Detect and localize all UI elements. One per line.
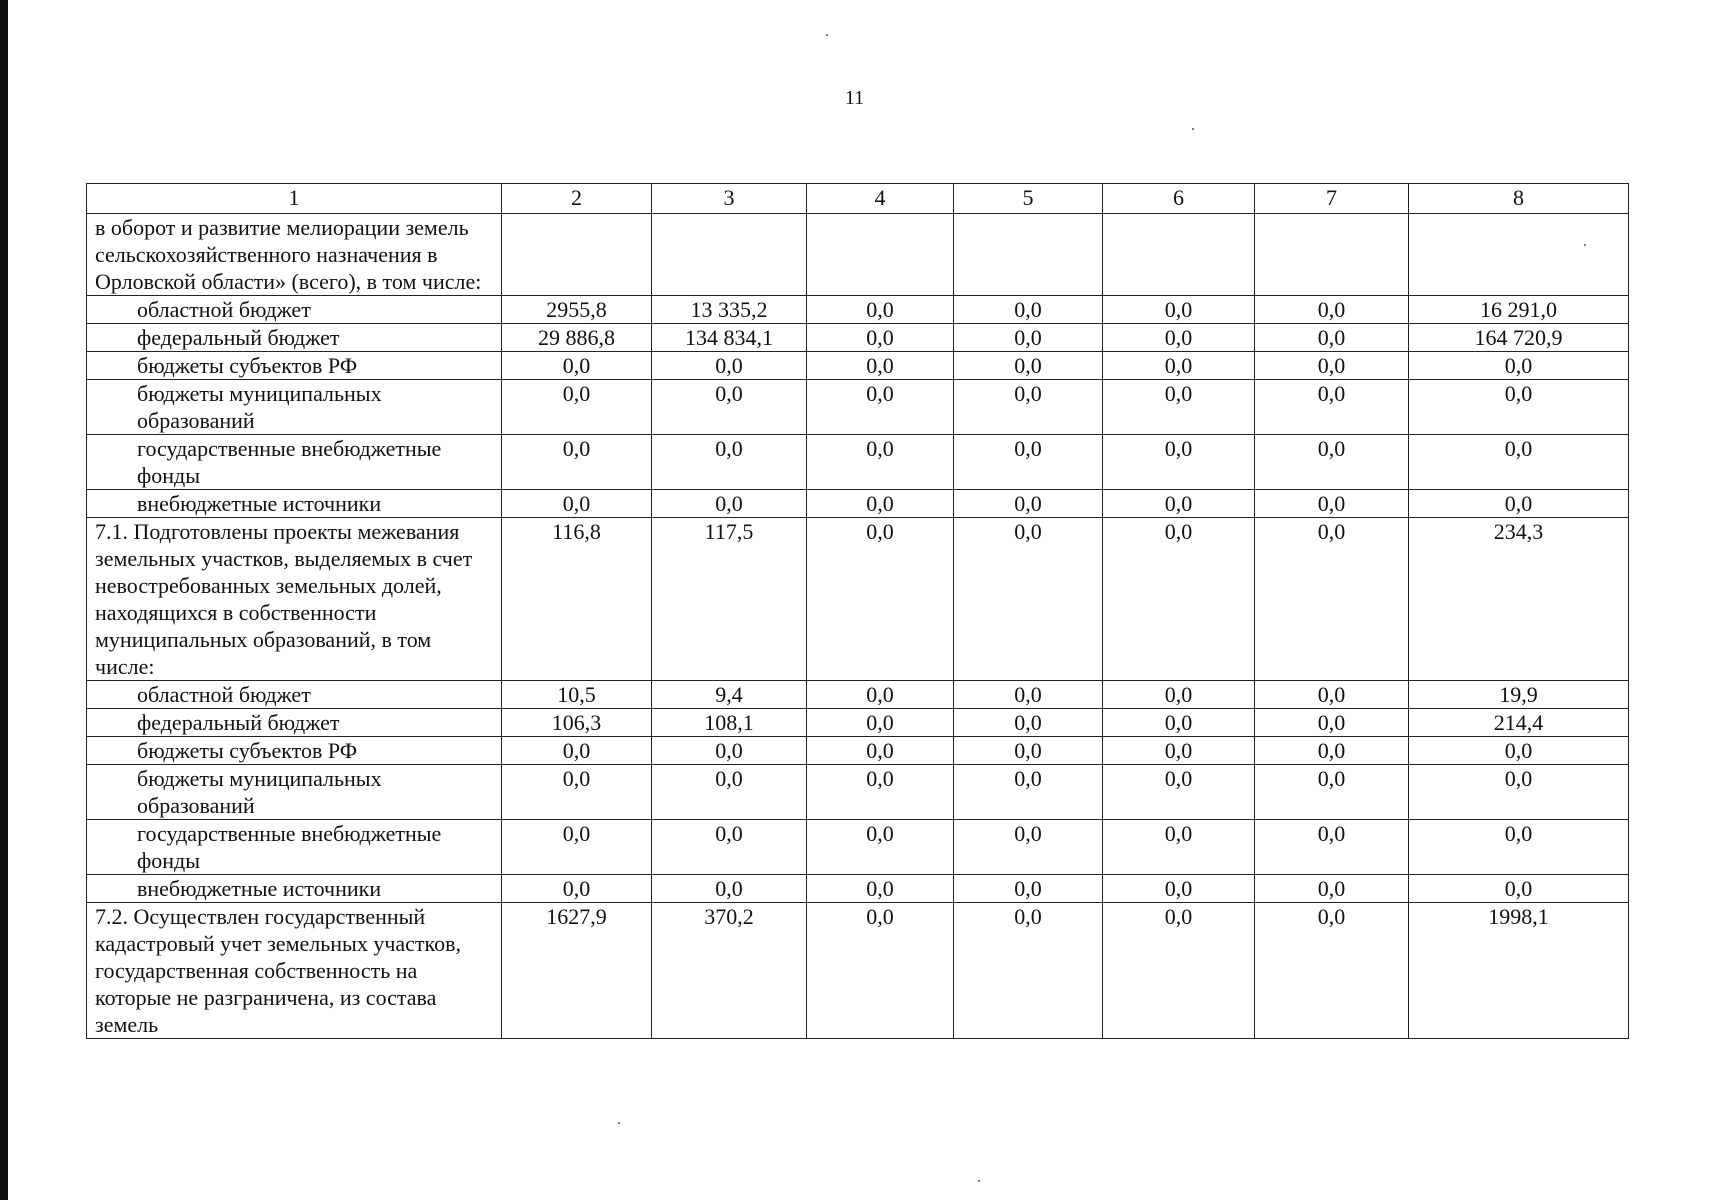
value-cell: 0,0 bbox=[807, 435, 954, 490]
row-label: федеральный бюджет bbox=[87, 324, 502, 352]
scan-speck bbox=[618, 1122, 620, 1124]
value-cell: 0,0 bbox=[954, 518, 1103, 681]
value-cell: 0,0 bbox=[1409, 820, 1629, 875]
value-cell: 0,0 bbox=[954, 681, 1103, 709]
row-label: в оборот и развитие мелиорации земель сельскохозяйственного назначения в Орловской области» (всего), в том числе: bbox=[87, 214, 502, 296]
table-row bbox=[87, 875, 1629, 903]
table-row bbox=[87, 324, 1629, 352]
value-cell: 0,0 bbox=[1409, 380, 1629, 435]
value-cell: 0,0 bbox=[1255, 380, 1409, 435]
value-cell: 19,9 bbox=[1409, 681, 1629, 709]
value-cell: 0,0 bbox=[807, 737, 954, 765]
table-row bbox=[87, 709, 1629, 737]
value-cell: 0,0 bbox=[1255, 820, 1409, 875]
value-cell: 0,0 bbox=[502, 435, 652, 490]
table-row bbox=[87, 518, 1629, 681]
row-label: внебюджетные источники bbox=[87, 875, 502, 903]
row-label: бюджеты муниципальных образований bbox=[87, 765, 502, 820]
value-cell: 29 886,8 bbox=[502, 324, 652, 352]
value-cell bbox=[954, 214, 1103, 296]
value-cell: 0,0 bbox=[652, 765, 807, 820]
value-cell: 0,0 bbox=[1409, 352, 1629, 380]
value-cell: 0,0 bbox=[1255, 737, 1409, 765]
value-cell: 0,0 bbox=[1103, 765, 1255, 820]
value-cell: 108,1 bbox=[652, 709, 807, 737]
value-cell: 0,0 bbox=[1103, 490, 1255, 518]
value-cell: 0,0 bbox=[954, 296, 1103, 324]
value-cell: 0,0 bbox=[1103, 820, 1255, 875]
value-cell: 16 291,0 bbox=[1409, 296, 1629, 324]
value-cell: 1998,1 bbox=[1409, 903, 1629, 1039]
value-cell bbox=[1255, 214, 1409, 296]
column-header: 4 bbox=[807, 184, 954, 214]
value-cell: 0,0 bbox=[807, 709, 954, 737]
value-cell bbox=[502, 214, 652, 296]
value-cell: 0,0 bbox=[502, 737, 652, 765]
value-cell: 0,0 bbox=[807, 681, 954, 709]
value-cell: 0,0 bbox=[1103, 737, 1255, 765]
table-body bbox=[87, 214, 1629, 1039]
table-row bbox=[87, 820, 1629, 875]
value-cell: 0,0 bbox=[807, 490, 954, 518]
row-label: областной бюджет bbox=[87, 296, 502, 324]
value-cell: 0,0 bbox=[502, 875, 652, 903]
row-label: бюджеты субъектов РФ bbox=[87, 352, 502, 380]
row-label: государственные внебюджетные фонды bbox=[87, 435, 502, 490]
value-cell: 0,0 bbox=[1255, 352, 1409, 380]
value-cell: 0,0 bbox=[652, 490, 807, 518]
row-label: федеральный бюджет bbox=[87, 709, 502, 737]
value-cell: 0,0 bbox=[807, 352, 954, 380]
value-cell: 0,0 bbox=[1103, 875, 1255, 903]
value-cell: 0,0 bbox=[502, 380, 652, 435]
value-cell: 214,4 bbox=[1409, 709, 1629, 737]
value-cell: 0,0 bbox=[807, 875, 954, 903]
value-cell: 9,4 bbox=[652, 681, 807, 709]
table-row bbox=[87, 296, 1629, 324]
value-cell: 370,2 bbox=[652, 903, 807, 1039]
value-cell: 164 720,9 bbox=[1409, 324, 1629, 352]
value-cell: 0,0 bbox=[954, 324, 1103, 352]
value-cell bbox=[652, 214, 807, 296]
value-cell: 0,0 bbox=[1409, 737, 1629, 765]
table-row bbox=[87, 737, 1629, 765]
value-cell: 0,0 bbox=[652, 380, 807, 435]
value-cell: 0,0 bbox=[1103, 352, 1255, 380]
row-label: внебюджетные источники bbox=[87, 490, 502, 518]
page-number: 11 bbox=[844, 87, 865, 109]
scan-speck bbox=[978, 1180, 980, 1182]
value-cell: 0,0 bbox=[954, 820, 1103, 875]
scan-speck bbox=[1584, 244, 1586, 246]
value-cell: 0,0 bbox=[1409, 765, 1629, 820]
value-cell: 13 335,2 bbox=[652, 296, 807, 324]
value-cell: 0,0 bbox=[954, 765, 1103, 820]
column-header: 3 bbox=[652, 184, 807, 214]
value-cell: 0,0 bbox=[1103, 324, 1255, 352]
value-cell: 0,0 bbox=[954, 737, 1103, 765]
value-cell: 10,5 bbox=[502, 681, 652, 709]
row-label: 7.2. Осуществлен государственный кадастровый учет земельных участков, государственная собственность на которые не разграничена, из состава земель bbox=[87, 903, 502, 1039]
value-cell: 0,0 bbox=[502, 490, 652, 518]
value-cell: 0,0 bbox=[1103, 709, 1255, 737]
header-row bbox=[87, 184, 1629, 214]
value-cell: 0,0 bbox=[807, 296, 954, 324]
value-cell: 0,0 bbox=[954, 709, 1103, 737]
value-cell: 0,0 bbox=[954, 380, 1103, 435]
column-header: 6 bbox=[1103, 184, 1255, 214]
value-cell: 0,0 bbox=[807, 380, 954, 435]
value-cell bbox=[807, 214, 954, 296]
value-cell: 0,0 bbox=[652, 435, 807, 490]
value-cell bbox=[1103, 214, 1255, 296]
row-label: бюджеты муниципальных образований bbox=[87, 380, 502, 435]
value-cell: 116,8 bbox=[502, 518, 652, 681]
value-cell: 0,0 bbox=[1103, 681, 1255, 709]
value-cell: 117,5 bbox=[652, 518, 807, 681]
value-cell: 0,0 bbox=[954, 352, 1103, 380]
value-cell: 0,0 bbox=[807, 903, 954, 1039]
value-cell: 0,0 bbox=[1255, 765, 1409, 820]
table-row bbox=[87, 352, 1629, 380]
value-cell: 234,3 bbox=[1409, 518, 1629, 681]
value-cell: 0,0 bbox=[652, 820, 807, 875]
value-cell bbox=[1409, 214, 1629, 296]
value-cell: 0,0 bbox=[807, 518, 954, 681]
value-cell: 0,0 bbox=[1255, 324, 1409, 352]
value-cell: 0,0 bbox=[502, 820, 652, 875]
value-cell: 0,0 bbox=[807, 324, 954, 352]
table-row bbox=[87, 214, 1629, 296]
value-cell: 0,0 bbox=[1255, 709, 1409, 737]
value-cell: 0,0 bbox=[1409, 875, 1629, 903]
value-cell: 0,0 bbox=[652, 352, 807, 380]
value-cell: 0,0 bbox=[1255, 518, 1409, 681]
value-cell: 0,0 bbox=[652, 875, 807, 903]
value-cell: 0,0 bbox=[1255, 296, 1409, 324]
table-row bbox=[87, 380, 1629, 435]
scan-speck bbox=[826, 34, 828, 36]
value-cell: 0,0 bbox=[954, 875, 1103, 903]
row-label: бюджеты субъектов РФ bbox=[87, 737, 502, 765]
row-label: государственные внебюджетные фонды bbox=[87, 820, 502, 875]
value-cell: 0,0 bbox=[954, 435, 1103, 490]
value-cell: 0,0 bbox=[1255, 681, 1409, 709]
column-header: 7 bbox=[1255, 184, 1409, 214]
value-cell: 0,0 bbox=[502, 352, 652, 380]
budget-table bbox=[86, 183, 1629, 1039]
value-cell: 0,0 bbox=[1255, 490, 1409, 518]
table-row bbox=[87, 435, 1629, 490]
value-cell: 0,0 bbox=[1409, 490, 1629, 518]
table-row bbox=[87, 490, 1629, 518]
value-cell: 0,0 bbox=[1255, 875, 1409, 903]
value-cell: 0,0 bbox=[652, 737, 807, 765]
column-header: 8 bbox=[1409, 184, 1629, 214]
scan-edge bbox=[0, 0, 8, 1200]
value-cell: 0,0 bbox=[807, 765, 954, 820]
value-cell: 0,0 bbox=[1103, 435, 1255, 490]
value-cell: 1627,9 bbox=[502, 903, 652, 1039]
column-header: 5 bbox=[954, 184, 1103, 214]
value-cell: 0,0 bbox=[1103, 903, 1255, 1039]
row-label: областной бюджет bbox=[87, 681, 502, 709]
value-cell: 0,0 bbox=[954, 903, 1103, 1039]
row-label: 7.1. Подготовлены проекты межевания земельных участков, выделяемых в счет невостребованных земельных долей, находящихся в собственности муниципальных образований, в том числе: bbox=[87, 518, 502, 681]
value-cell: 0,0 bbox=[1255, 435, 1409, 490]
value-cell: 106,3 bbox=[502, 709, 652, 737]
value-cell: 0,0 bbox=[1103, 296, 1255, 324]
value-cell: 0,0 bbox=[1103, 380, 1255, 435]
table-row bbox=[87, 903, 1629, 1039]
value-cell: 2955,8 bbox=[502, 296, 652, 324]
value-cell: 134 834,1 bbox=[652, 324, 807, 352]
value-cell: 0,0 bbox=[1255, 903, 1409, 1039]
value-cell: 0,0 bbox=[807, 820, 954, 875]
column-header: 2 bbox=[502, 184, 652, 214]
value-cell: 0,0 bbox=[1103, 518, 1255, 681]
scan-speck bbox=[1192, 128, 1194, 130]
table-row bbox=[87, 681, 1629, 709]
value-cell: 0,0 bbox=[1409, 435, 1629, 490]
value-cell: 0,0 bbox=[954, 490, 1103, 518]
table-row bbox=[87, 765, 1629, 820]
value-cell: 0,0 bbox=[502, 765, 652, 820]
column-header: 1 bbox=[87, 184, 502, 214]
